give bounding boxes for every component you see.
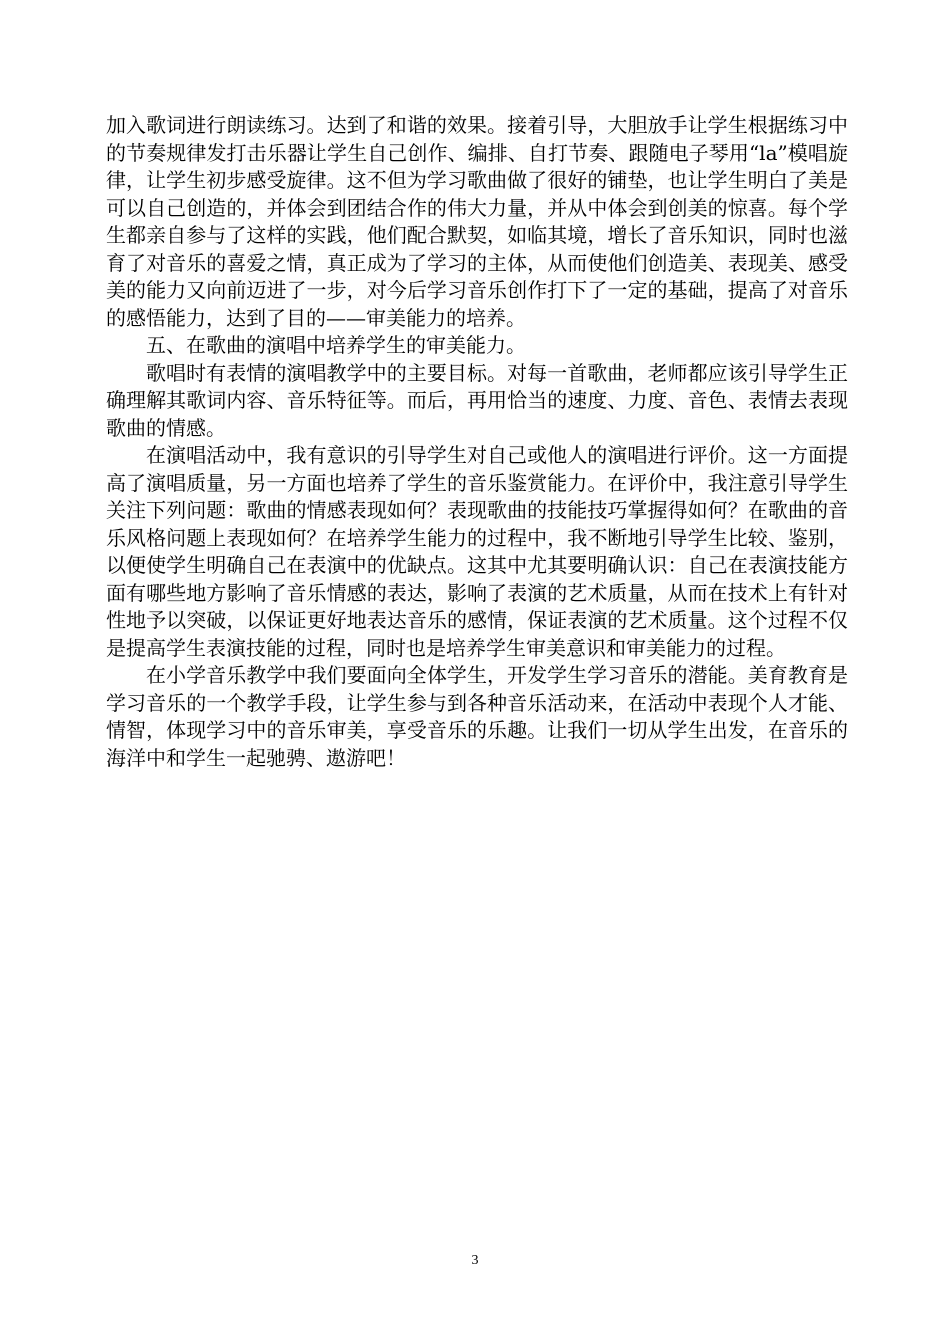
- body-text: [106, 112, 848, 772]
- paragraph-conclusion: 在小学音乐教学中我们要面向全体学生，开发学生学习音乐的潜能。美育教育是学习音乐的一个教学手段，让学生参与到各种音乐活动来，在活动中表现个人才能、情智，体现学习中的音乐审美，享受音乐的乐趣。让我们一切从学生出发，在音乐的海洋中和学生一起驰骋、遨游吧！: [106, 663, 848, 770]
- section-heading: 五、在歌曲的演唱中培养学生的审美能力。: [146, 333, 526, 357]
- page-number: 3: [471, 1253, 479, 1268]
- paragraph: 在演唱活动中，我有意识的引导学生对自己或他人的演唱进行评价。这一方面提高了演唱质量，另一方面也培养了学生的音乐鉴赏能力。在评价中，我注意引导学生关注下列问题：歌曲的情感表现如何？表现歌曲的技能技巧掌握得如何？在歌曲的音乐风格问题上表现如何？在培养学生能力的过程中，我不断地引导学生比较、鉴别，以便使学生明确自己在表演中的优缺点。这其中尤其要明确认识：自己在表演技能方面有哪些地方影响了音乐情感的表达，影响了表演的艺术质量，从而在技术上有针对性地予以突破，以保证更好地表达音乐的感情，保证表演的艺术质量。这个过程不仅是提高学生表演技能的过程，同时也是培养学生审美意识和审美能力的过程。: [106, 443, 848, 660]
- paragraph-continuation: 加入歌词进行朗读练习。达到了和谐的效果。接着引导，大胆放手让学生根据练习中的节奏规律发打击乐器让学生自己创作、编排、自打节奏、跟随电子琴用“la”模唱旋律，让学生初步感受旋律。这不但为学习歌曲做了很好的铺垫，也让学生明白了美是可以自己创造的，并体会到团结合作的伟大力量，并从中体会到创美的惊喜。每个学生都亲自参与了这样的实践，他们配合默契，如临其境，增长了音乐知识，同时也滋育了对音乐的喜爱之情，真正成为了学习的主体，从而使他们创造美、表现美、感受美的能力又向前迈进了一步，对今后学习音乐创作打下了一定的基础，提高了对音乐的感悟能力，达到了目的——审美能力的培养。: [106, 113, 848, 330]
- paragraph: 歌唱时有表情的演唱教学中的主要目标。对每一首歌曲，老师都应该引导学生正确理解其歌词内容、音乐特征等。而后，再用恰当的速度、力度、音色、表情去表现歌曲的情感。: [106, 360, 848, 440]
